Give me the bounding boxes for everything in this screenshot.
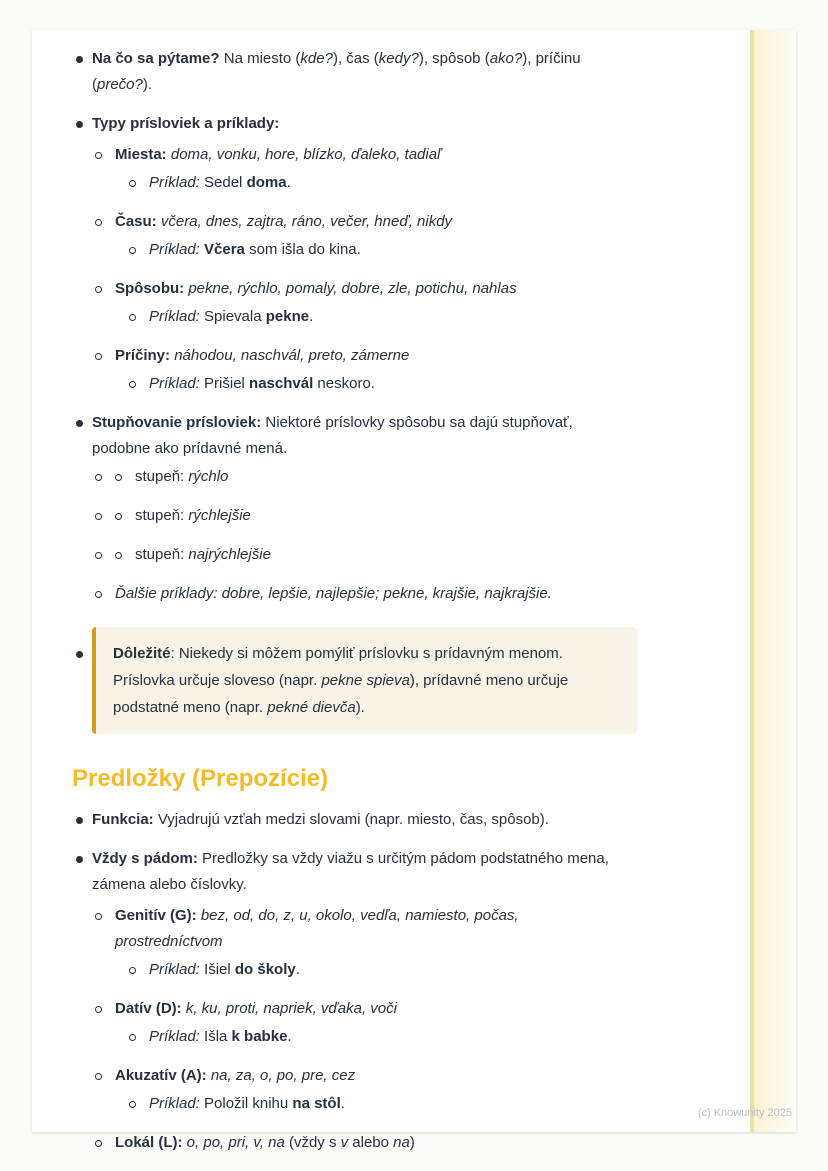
list-item: [32, 1091, 796, 1117]
text-run: Príklad:: [149, 961, 200, 978]
list-item-text: [92, 410, 616, 462]
text-run: .: [340, 1095, 345, 1112]
bullet-dot: [95, 913, 102, 920]
list-item-text: [92, 807, 616, 833]
bullet-circle-icon: [95, 581, 115, 607]
list-item: [32, 142, 796, 168]
text-run: som išla do kina.: [244, 241, 361, 258]
bullet-disc-icon: [76, 111, 92, 137]
text-run: Stupňovanie prísloviek:: [92, 414, 262, 431]
bullet-circle-icon: [95, 1130, 115, 1156]
document-page: [32, 30, 796, 1151]
text-run: Času:: [115, 213, 157, 230]
bullet-disc-icon: [76, 641, 92, 667]
bullet-circle-icon: [95, 343, 115, 369]
list-item-text: [92, 111, 616, 137]
bullet-circle-icon: [129, 304, 149, 330]
bullet-circle-icon: [95, 209, 115, 235]
bullet-dot: [76, 817, 83, 824]
list-item: [32, 581, 796, 607]
text-run: ), čas (: [332, 50, 379, 67]
text-run: náhodou, naschvál, preto, zámerne: [174, 347, 410, 364]
bullet-circle-icon: [95, 142, 115, 168]
list-item-text: [149, 957, 619, 983]
text-run: bez, od, do, z, u, okolo, vedľa, namiesto, počas, prostredníctvom: [115, 907, 519, 950]
bullet-dot: [95, 552, 102, 559]
bullet-dot: [115, 474, 122, 481]
list-item: [32, 371, 796, 397]
bullet-circle-icon: [95, 903, 115, 929]
text-run: Príklad:: [149, 1095, 200, 1112]
list-item-text: [115, 343, 602, 369]
text-run: na: [393, 1134, 410, 1151]
text-run: Dôležité: [113, 645, 171, 662]
text-run: Včera: [204, 241, 245, 258]
list-item: [32, 237, 796, 263]
list-item-text: [115, 276, 602, 302]
text-run: Sedel: [199, 174, 247, 191]
text-run: naschvál: [249, 375, 314, 392]
bullet-dot: [76, 121, 83, 128]
list-item-text: [149, 237, 619, 263]
text-run: Miesta:: [115, 146, 167, 163]
text-run: Na miesto (: [219, 50, 301, 67]
list-item-text: [135, 464, 622, 490]
bullet-circle-icon: [95, 276, 115, 302]
list-item-text: [115, 142, 602, 168]
text-run: najrýchlejšie: [188, 546, 271, 563]
list-item-text: [115, 903, 602, 955]
text-run: na, za, o, po, pre, cez: [210, 1067, 356, 1084]
list-item: [32, 209, 796, 235]
text-run: Príklad:: [149, 174, 200, 191]
list-item: [32, 1130, 796, 1156]
text-run: Spôsobu:: [115, 280, 185, 297]
bullet-dot: [95, 1006, 102, 1013]
bullet-circle-icon: [129, 371, 149, 397]
text-run: ), príčinu (: [92, 50, 581, 93]
bullet-circle-icon: [95, 542, 115, 568]
bullet-circle-icon: [95, 996, 115, 1022]
list-item-text: [115, 1063, 602, 1089]
bullet-dot: [95, 353, 102, 360]
bullet-circle-icon: [95, 464, 115, 490]
text-run: .: [286, 174, 291, 191]
list-item-text: [115, 996, 602, 1022]
list-item: [32, 846, 796, 898]
list-item: [32, 503, 796, 529]
text-run: v: [340, 1134, 349, 1151]
text-run: Príklad:: [149, 241, 200, 258]
important-callout-box: [92, 627, 637, 734]
text-run: do školy: [234, 961, 296, 978]
bullet-dot: [95, 286, 102, 293]
list-item: [32, 1063, 796, 1089]
list-item-text: [92, 46, 616, 98]
text-run: Príklad:: [149, 375, 200, 392]
bullet-disc-icon: [76, 46, 92, 72]
text-run: o, po, pri, v, na: [186, 1134, 285, 1151]
list-item: [32, 170, 796, 196]
list-item-text: [92, 846, 616, 898]
text-run: prečo?: [97, 76, 143, 93]
text-run: Prišiel: [199, 375, 250, 392]
text-run: .: [287, 1028, 292, 1045]
text-run: stupeň:: [135, 468, 189, 485]
bullet-dot: [129, 381, 136, 388]
bullet-circle-icon: [95, 1063, 115, 1089]
bullet-dot: [95, 152, 102, 159]
text-run: (vždy s: [284, 1134, 341, 1151]
bullet-dot: [76, 651, 83, 658]
page-content: [32, 30, 796, 1156]
text-run: ).: [355, 699, 365, 716]
list-item: [32, 996, 796, 1022]
text-run: Príklad:: [149, 308, 200, 325]
list-item: [32, 343, 796, 369]
list-item-text: [115, 209, 602, 235]
text-run: pekné dievča: [267, 699, 356, 716]
bullet-dot: [76, 856, 83, 863]
text-run: Príčiny:: [115, 347, 171, 364]
bullet-circle-icon: [129, 1024, 149, 1050]
text-run: Išiel: [199, 961, 235, 978]
text-run: kde?: [300, 50, 333, 67]
bullet-circle-icon: [115, 542, 135, 568]
bullet-circle-icon: [129, 957, 149, 983]
list-item: [32, 542, 796, 568]
bullet-dot: [115, 513, 122, 520]
text-run: Niektoré príslovky spôsobu sa dajú stupňovať, podobne ako prídavné mená.: [92, 414, 573, 457]
list-item: [32, 1024, 796, 1050]
bullet-circle-icon: [115, 503, 135, 529]
text-run: Akuzatív (A):: [115, 1067, 207, 1084]
prepositions-list: [32, 807, 796, 1156]
text-run: ).: [142, 76, 153, 93]
text-run: Spievala: [199, 308, 266, 325]
text-run: Vyjadrujú vzťah medzi slovami (napr. miesto, čas, spôsob).: [153, 811, 549, 828]
bullet-dot: [95, 1073, 102, 1080]
bullet-disc-icon: [76, 846, 92, 872]
text-run: ): [409, 1134, 415, 1151]
text-run: .: [309, 308, 314, 325]
text-run: ), prídavné meno určuje podstatné meno (napr.: [113, 672, 569, 716]
text-run: stupeň:: [135, 546, 189, 563]
text-run: Išla: [199, 1028, 232, 1045]
bullet-dot: [129, 314, 136, 321]
bullet-dot: [95, 474, 102, 481]
bullet-dot: [129, 967, 136, 974]
bullet-circle-icon: [115, 464, 135, 490]
text-run: doma, vonku, hore, blízko, ďaleko, tadiaľ: [170, 146, 442, 163]
text-run: včera, dnes, zajtra, ráno, večer, hneď, nikdy: [160, 213, 453, 230]
list-item: [32, 957, 796, 983]
text-run: neskoro.: [313, 375, 375, 392]
text-run: Vždy s pádom:: [92, 850, 198, 867]
list-item: [32, 111, 796, 137]
text-run: pekne, rýchlo, pomaly, dobre, zle, potichu, nahlas: [188, 280, 517, 297]
text-run: Príklad:: [149, 1028, 200, 1045]
list-item: [32, 903, 796, 955]
text-run: doma: [246, 174, 287, 191]
text-run: ), spôsob (: [418, 50, 490, 67]
copyright-watermark: (c) Knowunity 2025: [697, 1107, 792, 1119]
bullet-dot: [129, 1101, 136, 1108]
bullet-dot: [95, 1140, 102, 1147]
bullet-dot: [129, 180, 136, 187]
bullet-dot: [76, 420, 83, 427]
text-run: Typy prísloviek a príklady:: [92, 115, 280, 132]
text-run: Datív (D):: [115, 1000, 182, 1017]
text-run: pekne spieva: [321, 672, 410, 689]
list-item: [32, 807, 796, 833]
bullet-dot: [95, 513, 102, 520]
list-item-text: [149, 304, 619, 330]
text-run: Na čo sa pýtame?: [92, 50, 220, 67]
text-run: k, ku, proti, napriek, vďaka, voči: [185, 1000, 397, 1017]
bullet-dot: [115, 552, 122, 559]
bullet-circle-icon: [95, 503, 115, 529]
list-item-text: [149, 371, 619, 397]
text-run: Ďalšie príklady: dobre, lepšie, najlepšie; pekne, krajšie, najkrajšie.: [115, 585, 552, 602]
bullet-dot: [76, 56, 83, 63]
list-item-text: [135, 542, 622, 568]
bullet-dot: [129, 1034, 136, 1041]
prepositions-heading: Predložky (Prepozície): [72, 765, 329, 792]
list-item: [32, 276, 796, 302]
list-item: [32, 46, 796, 98]
bullet-disc-icon: [76, 410, 92, 436]
text-run: rýchlo: [188, 468, 229, 485]
bullet-disc-icon: [76, 807, 92, 833]
text-run: Lokál (L):: [115, 1134, 183, 1151]
text-run: k babke: [231, 1028, 288, 1045]
text-run: pekne: [265, 308, 310, 325]
text-run: Položil knihu: [199, 1095, 293, 1112]
adverbs-list: [32, 46, 796, 734]
text-run: rýchlejšie: [188, 507, 251, 524]
text-run: ako?: [489, 50, 523, 67]
text-run: stupeň:: [135, 507, 189, 524]
text-run: kedy?: [378, 50, 419, 67]
bullet-dot: [95, 591, 102, 598]
text-run: Genitív (G):: [115, 907, 197, 924]
bullet-circle-icon: [129, 170, 149, 196]
list-item-text: [149, 170, 619, 196]
bullet-dot: [95, 219, 102, 226]
text-run: na stôl: [292, 1095, 341, 1112]
text-run: Predložky sa vždy viažu s určitým pádom podstatného mena, zámena alebo číslovky.: [92, 850, 609, 893]
bullet-dot: [129, 247, 136, 254]
text-run: alebo: [348, 1134, 394, 1151]
callout-list-item: [32, 627, 796, 734]
list-item-text: [92, 627, 616, 734]
list-item: [32, 464, 796, 490]
list-item-text: [135, 503, 622, 529]
bullet-circle-icon: [129, 1091, 149, 1117]
list-item-text: [149, 1024, 619, 1050]
text-run: .: [295, 961, 300, 978]
list-item-text: [149, 1091, 619, 1117]
list-item-text: [115, 1130, 602, 1156]
list-item-text: [115, 581, 602, 607]
text-run: : Niekedy si môžem pomýliť príslovku s prídavným menom. Príslovka určuje sloveso (napr.: [113, 645, 563, 689]
list-item: [32, 304, 796, 330]
list-item: [32, 410, 796, 462]
bullet-circle-icon: [129, 237, 149, 263]
text-run: Funkcia:: [92, 811, 154, 828]
